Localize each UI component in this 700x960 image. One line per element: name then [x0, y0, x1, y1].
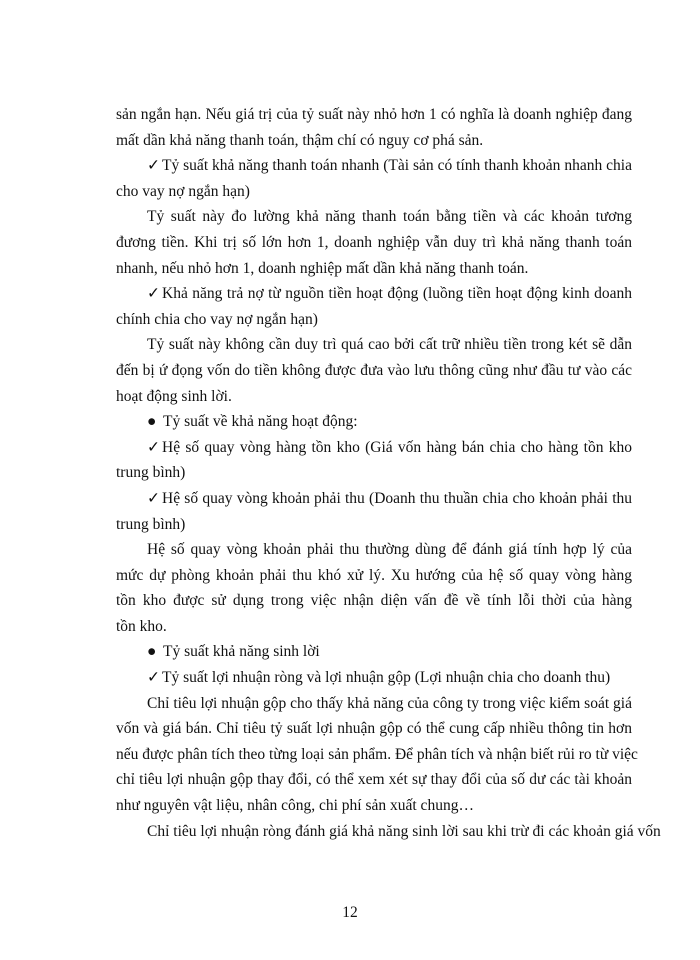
text-line: nếu được phân tích theo từng loại sản phẩm. Để phân tích và nhận biết rủi ro từ việc — [116, 745, 638, 763]
text-line: Chỉ tiêu lợi nhuận gộp cho thấy khả năng của công ty trong việc kiểm soát giá — [147, 694, 632, 712]
text-line: Tỷ suất này không cần duy trì quá cao bởi cất trữ nhiều tiền trong két sẽ dẫn — [147, 336, 632, 354]
text-line: đến bị ứ đọng vốn do tiền không được đưa vào lưu thông cũng như đầu tư vào các — [116, 361, 632, 379]
text-line: trung bình) — [116, 464, 186, 482]
text-line: vốn và giá bán. Chỉ tiêu tỷ suất lợi nhuận gộp có thể cung cấp nhiều thông tin hơn — [116, 720, 632, 738]
text-line: hoạt động sinh lời. — [116, 387, 232, 405]
text-line: Hệ số quay vòng khoản phải thu (Doanh thu thuần chia cho khoản phải thu — [162, 489, 632, 507]
checkmark-icon: ✓ — [147, 157, 160, 175]
checklist-item — [116, 486, 632, 512]
bullet-icon: ● — [147, 643, 157, 661]
text-line: nhanh, nếu nhỏ hơn 1, doanh nghiệp mất dần khả năng thanh toán. — [116, 259, 529, 277]
text-line: Hệ số quay vòng hàng tồn kho (Giá vốn hàng bán chia cho hàng tồn kho — [162, 438, 632, 456]
text-line: Khả năng trả nợ từ nguồn tiền hoạt động (luồng tiền hoạt động kinh doanh — [162, 285, 632, 303]
text-line: Chỉ tiêu lợi nhuận ròng đánh giá khả năng sinh lời sau khi trừ đi các khoản giá vốn — [147, 822, 661, 840]
text-line: Tỷ suất này đo lường khả năng thanh toán bằng tiền và các khoản tương — [147, 208, 632, 226]
checklist-item — [116, 281, 632, 307]
checklist-item — [116, 435, 632, 461]
checkmark-icon: ✓ — [147, 438, 160, 456]
text-line: Tỷ suất lợi nhuận ròng và lợi nhuận gộp (Lợi nhuận chia cho doanh thu) — [162, 669, 611, 687]
bullet-icon: ● — [147, 413, 157, 431]
text-line: mức dự phòng khoản phải thu khó xử lý. Xu hướng của hệ số quay vòng hàng — [116, 566, 632, 584]
text-line: Tỷ suất khả năng thanh toán nhanh (Tài sản có tính thanh khoản nhanh chia — [162, 157, 632, 175]
checklist-item — [116, 665, 632, 691]
text-line: trung bình) — [116, 515, 186, 533]
text-line: Tỷ suất về khả năng hoạt động: — [163, 413, 358, 431]
text-line: Tỷ suất khả năng sinh lời — [163, 643, 320, 661]
checkmark-icon: ✓ — [147, 669, 160, 687]
text-line: chỉ tiêu lợi nhuận gộp thay đổi, có thể xem xét sự thay đổi của số dư các tài khoản — [116, 771, 632, 789]
text-line: đương tiền. Khi trị số lớn hơn 1, doanh nghiệp vẫn duy trì khả năng thanh toán — [116, 233, 632, 251]
text-line: sản ngắn hạn. Nếu giá trị của tỷ suất này nhỏ hơn 1 có nghĩa là doanh nghiệp đang — [116, 106, 632, 123]
text-line: Hệ số quay vòng khoản phải thu thường dùng để đánh giá tính hợp lý của — [147, 541, 632, 559]
text-line: cho vay nợ ngắn hạn) — [116, 182, 250, 200]
checkmark-icon: ✓ — [147, 285, 160, 303]
text-line: như nguyên vật liệu, nhân công, chi phí sản xuất chung… — [116, 797, 474, 815]
bullet-item — [116, 409, 632, 435]
checklist-item — [116, 153, 632, 179]
text-line: tồn kho được sử dụng trong việc nhận diện vấn đề về tính lỗi thời của hàng — [116, 592, 632, 610]
bullet-item — [116, 639, 632, 665]
text-line: mất dần khả năng thanh toán, thậm chí có nguy cơ phá sản. — [116, 131, 484, 149]
document-body — [116, 102, 661, 844]
checkmark-icon: ✓ — [147, 489, 160, 507]
page-number: 12 — [342, 904, 358, 921]
text-line: tồn kho. — [116, 617, 167, 635]
text-line: chính chia cho vay nợ ngắn hạn) — [116, 310, 318, 328]
